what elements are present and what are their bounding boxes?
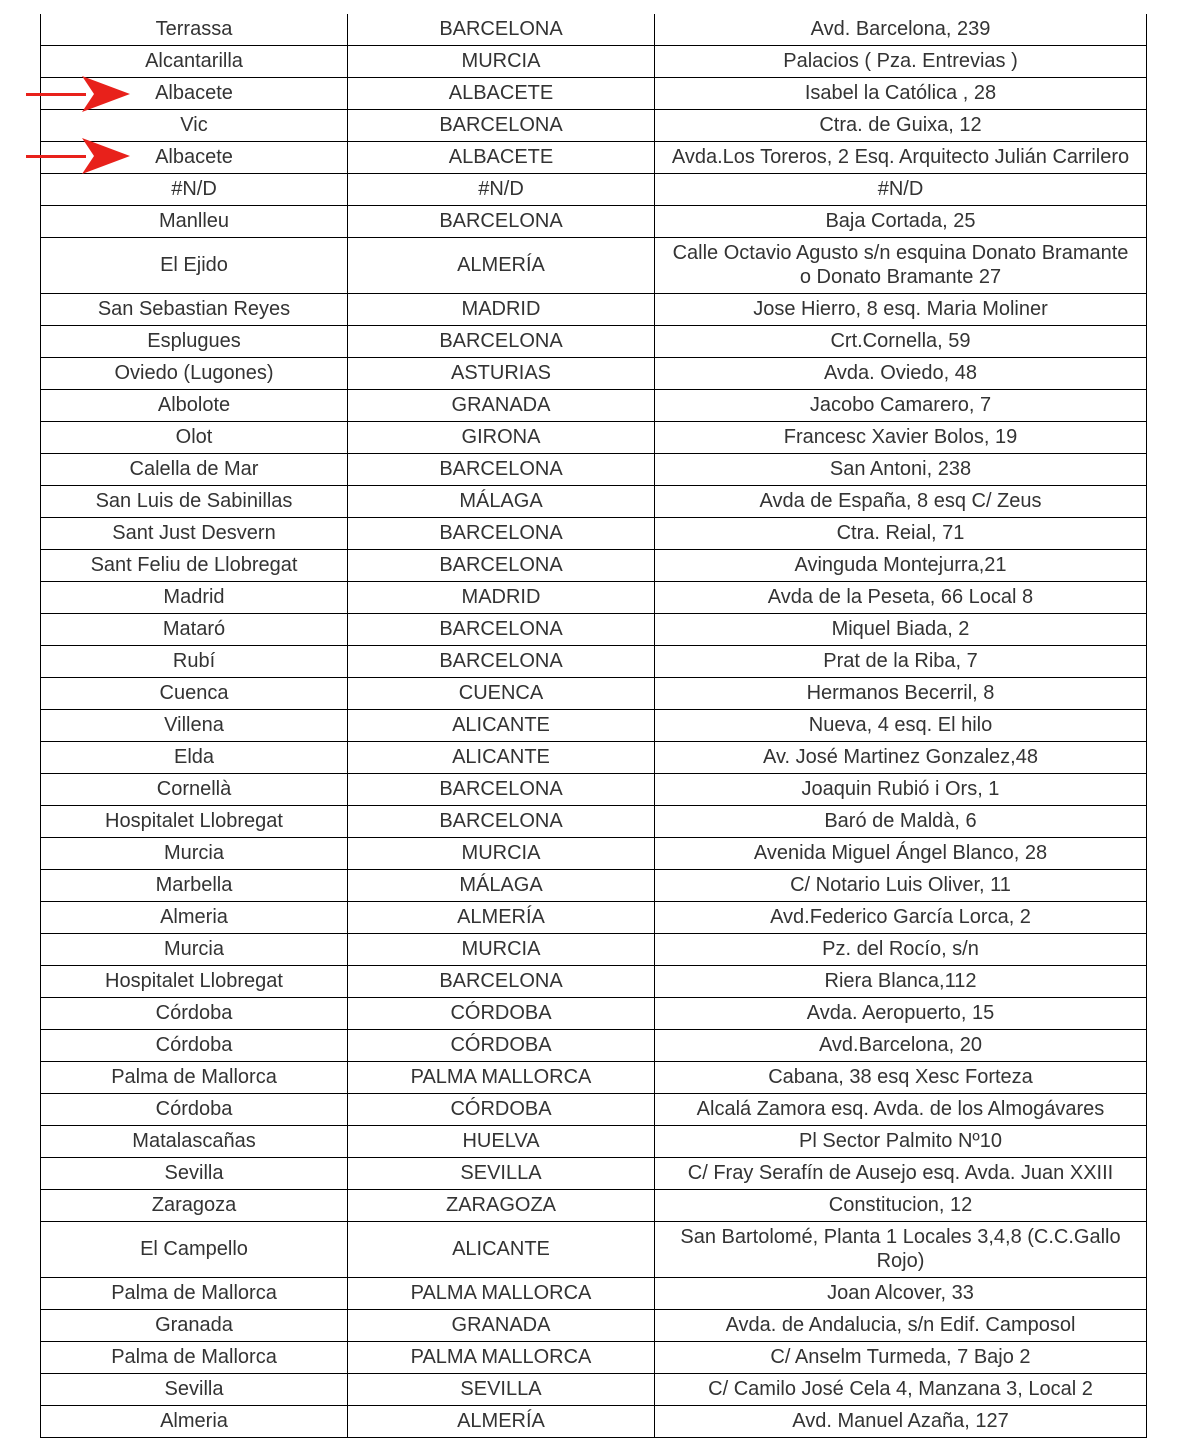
province-cell: BARCELONA [348,110,655,142]
table-row [41,1158,1147,1190]
table-row [41,1094,1147,1126]
province-cell: BARCELONA [348,646,655,678]
table-row [41,422,1147,454]
province-cell: ALMERÍA [348,238,655,294]
table-row [41,14,1147,46]
province-cell: ALBACETE [348,142,655,174]
address-cell: Avd. Manuel Azaña, 127 [655,1406,1147,1438]
province-cell: SEVILLA [348,1374,655,1406]
address-cell: Avda. de Andalucia, s/n Edif. Camposol [655,1310,1147,1342]
province-cell: CÓRDOBA [348,1094,655,1126]
city-cell: Sant Just Desvern [41,518,348,550]
address-cell: Avd. Barcelona, 239 [655,14,1147,46]
city-cell: Zaragoza [41,1190,348,1222]
province-cell: BARCELONA [348,14,655,46]
table-row [41,142,1147,174]
table-row [41,774,1147,806]
province-cell: MURCIA [348,934,655,966]
table-row [41,934,1147,966]
city-cell: Alcantarilla [41,46,348,78]
city-cell: Albacete [41,78,348,110]
table-row [41,1374,1147,1406]
address-cell: Avda de España, 8 esq C/ Zeus [655,486,1147,518]
city-cell: Cornellà [41,774,348,806]
city-cell: Córdoba [41,998,348,1030]
address-cell: Pl Sector Palmito Nº10 [655,1126,1147,1158]
table-row [41,1278,1147,1310]
city-cell: Sant Feliu de Llobregat [41,550,348,582]
table-row [41,550,1147,582]
address-cell: Jose Hierro, 8 esq. Maria Moliner [655,294,1147,326]
address-cell: Miquel Biada, 2 [655,614,1147,646]
address-cell: Calle Octavio Agusto s/n esquina Donato Bramante o Donato Bramante 27 [655,238,1147,294]
province-cell: BARCELONA [348,806,655,838]
table-row [41,238,1147,294]
address-cell: C/ Camilo José Cela 4, Manzana 3, Local 2 [655,1374,1147,1406]
province-cell: GRANADA [348,390,655,422]
city-cell: Olot [41,422,348,454]
city-cell: Villena [41,710,348,742]
province-cell: GIRONA [348,422,655,454]
province-cell: BARCELONA [348,966,655,998]
city-cell: Sevilla [41,1158,348,1190]
address-cell: Ctra. Reial, 71 [655,518,1147,550]
table-row [41,486,1147,518]
province-cell: BARCELONA [348,454,655,486]
table-row [41,206,1147,238]
city-cell: Albolote [41,390,348,422]
city-cell: San Luis de Sabinillas [41,486,348,518]
table-row [41,838,1147,870]
address-cell: Av. José Martinez Gonzalez,48 [655,742,1147,774]
province-cell: PALMA MALLORCA [348,1342,655,1374]
table-row [41,998,1147,1030]
address-cell: Baró de Maldà, 6 [655,806,1147,838]
address-cell: Avinguda Montejurra,21 [655,550,1147,582]
province-cell: MÁLAGA [348,870,655,902]
table-row [41,1222,1147,1278]
province-cell: MURCIA [348,838,655,870]
address-cell: Avda. Aeropuerto, 15 [655,998,1147,1030]
city-cell: Hospitalet Llobregat [41,806,348,838]
table-row [41,1342,1147,1374]
address-cell: Avd.Federico García Lorca, 2 [655,902,1147,934]
province-cell: PALMA MALLORCA [348,1278,655,1310]
province-cell: BARCELONA [348,518,655,550]
address-cell: C/ Anselm Turmeda, 7 Bajo 2 [655,1342,1147,1374]
city-cell: Murcia [41,838,348,870]
table-row [41,390,1147,422]
table-row [41,1030,1147,1062]
address-cell: Hermanos Becerril, 8 [655,678,1147,710]
address-cell: Francesc Xavier Bolos, 19 [655,422,1147,454]
address-cell: Cabana, 38 esq Xesc Forteza [655,1062,1147,1094]
address-cell: C/ Notario Luis Oliver, 11 [655,870,1147,902]
table-row [41,46,1147,78]
city-cell: Almeria [41,1406,348,1438]
province-cell: ALMERÍA [348,1406,655,1438]
province-cell: MADRID [348,294,655,326]
table-body [41,14,1147,1438]
city-cell: Hospitalet Llobregat [41,966,348,998]
table-row [41,870,1147,902]
table-row [41,78,1147,110]
table-row [41,1190,1147,1222]
store-locations-table [40,14,1147,1438]
province-cell: HUELVA [348,1126,655,1158]
province-cell: ASTURIAS [348,358,655,390]
province-cell: CUENCA [348,678,655,710]
province-cell: GRANADA [348,1310,655,1342]
city-cell: Córdoba [41,1094,348,1126]
address-cell: Avenida Miguel Ángel Blanco, 28 [655,838,1147,870]
arrow-head [82,138,130,174]
red-arrow-right-icon [24,134,134,178]
arrow-shaft [26,93,86,96]
table-row [41,742,1147,774]
table-row [41,358,1147,390]
province-cell: ALMERÍA [348,902,655,934]
address-cell: San Bartolomé, Planta 1 Locales 3,4,8 (C.C.Gallo Rojo) [655,1222,1147,1278]
province-cell: ALBACETE [348,78,655,110]
table-row [41,614,1147,646]
province-cell: MURCIA [348,46,655,78]
province-cell: CÓRDOBA [348,998,655,1030]
address-cell: Avda. Oviedo, 48 [655,358,1147,390]
table-row [41,966,1147,998]
table-row [41,806,1147,838]
red-arrow-right-icon [24,72,134,116]
address-cell: Riera Blanca,112 [655,966,1147,998]
address-cell: Avda de la Peseta, 66 Local 8 [655,582,1147,614]
table-row [41,582,1147,614]
address-cell: Isabel la Católica , 28 [655,78,1147,110]
address-cell: Avd.Barcelona, 20 [655,1030,1147,1062]
city-cell: Palma de Mallorca [41,1278,348,1310]
province-cell: PALMA MALLORCA [348,1062,655,1094]
city-cell: Madrid [41,582,348,614]
address-cell: Alcalá Zamora esq. Avda. de los Almogávares [655,1094,1147,1126]
province-cell: BARCELONA [348,614,655,646]
city-cell: Sevilla [41,1374,348,1406]
province-cell: BARCELONA [348,774,655,806]
city-cell: El Ejido [41,238,348,294]
city-cell: Elda [41,742,348,774]
city-cell: Albacete [41,142,348,174]
address-cell: Constitucion, 12 [655,1190,1147,1222]
city-cell: Marbella [41,870,348,902]
address-cell: Prat de la Riba, 7 [655,646,1147,678]
province-cell: ALICANTE [348,1222,655,1278]
table-row [41,902,1147,934]
province-cell: BARCELONA [348,550,655,582]
table-row [41,454,1147,486]
city-cell: Manlleu [41,206,348,238]
province-cell: MADRID [348,582,655,614]
address-cell: Baja Cortada, 25 [655,206,1147,238]
city-cell: Matalascañas [41,1126,348,1158]
table-row [41,646,1147,678]
province-cell: SEVILLA [348,1158,655,1190]
province-cell: BARCELONA [348,326,655,358]
city-cell: #N/D [41,174,348,206]
city-cell: Rubí [41,646,348,678]
province-cell: ALICANTE [348,742,655,774]
table-row [41,1406,1147,1438]
province-cell: CÓRDOBA [348,1030,655,1062]
table-row [41,294,1147,326]
city-cell: Oviedo (Lugones) [41,358,348,390]
address-cell: Ctra. de Guixa, 12 [655,110,1147,142]
city-cell: Cuenca [41,678,348,710]
city-cell: Murcia [41,934,348,966]
table-row [41,710,1147,742]
province-cell: #N/D [348,174,655,206]
city-cell: El Campello [41,1222,348,1278]
address-cell: Joan Alcover, 33 [655,1278,1147,1310]
city-cell: Mataró [41,614,348,646]
address-cell: #N/D [655,174,1147,206]
table-row [41,1126,1147,1158]
city-cell: Calella de Mar [41,454,348,486]
province-cell: MÁLAGA [348,486,655,518]
province-cell: BARCELONA [348,206,655,238]
table-row [41,174,1147,206]
table-row [41,678,1147,710]
city-cell: Esplugues [41,326,348,358]
arrow-shaft [26,155,86,158]
city-cell: Palma de Mallorca [41,1342,348,1374]
province-cell: ZARAGOZA [348,1190,655,1222]
address-cell: Joaquin Rubió i Ors, 1 [655,774,1147,806]
table-row [41,518,1147,550]
address-cell: Jacobo Camarero, 7 [655,390,1147,422]
city-cell: Granada [41,1310,348,1342]
city-cell: San Sebastian Reyes [41,294,348,326]
address-cell: San Antoni, 238 [655,454,1147,486]
table-row [41,110,1147,142]
table-row [41,1062,1147,1094]
table-row [41,1310,1147,1342]
table-row [41,326,1147,358]
city-cell: Vic [41,110,348,142]
address-cell: Palacios ( Pza. Entrevias ) [655,46,1147,78]
address-cell: Crt.Cornella, 59 [655,326,1147,358]
city-cell: Palma de Mallorca [41,1062,348,1094]
city-cell: Almeria [41,902,348,934]
address-cell: Nueva, 4 esq. El hilo [655,710,1147,742]
address-cell: Pz. del Rocío, s/n [655,934,1147,966]
city-cell: Terrassa [41,14,348,46]
arrow-head [82,76,130,112]
city-cell: Córdoba [41,1030,348,1062]
address-cell: C/ Fray Serafín de Ausejo esq. Avda. Juan XXIII [655,1158,1147,1190]
address-cell: Avda.Los Toreros, 2 Esq. Arquitecto Julián Carrilero [655,142,1147,174]
province-cell: ALICANTE [348,710,655,742]
